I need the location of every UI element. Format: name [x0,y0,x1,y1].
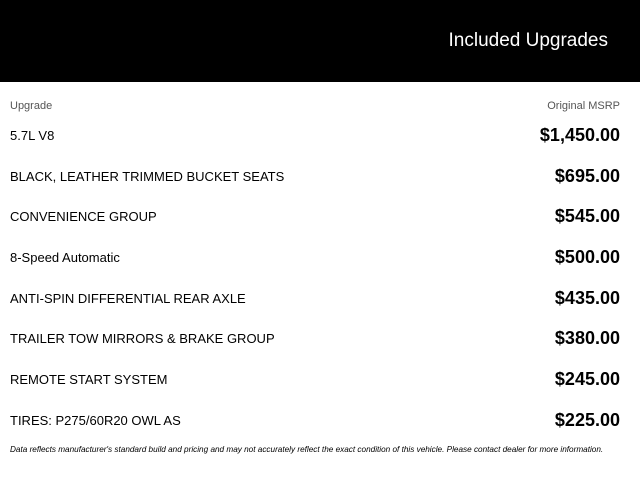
upgrade-price: $435.00 [554,287,620,308]
page-title: Included Upgrades [448,30,608,51]
column-header-msrp: Original MSRP [547,100,620,112]
upgrades-list [10,115,620,441]
upgrade-price: $225.00 [554,409,620,430]
header-bar [0,0,640,82]
upgrade-name: 5.7L V8 [10,128,55,143]
upgrade-price: $695.00 [554,165,620,186]
upgrade-name: TRAILER TOW MIRRORS & BRAKE GROUP [10,331,275,347]
upgrade-name: 8-Speed Automatic [10,250,120,266]
upgrade-price: $245.00 [554,369,620,390]
upgrade-name: TIRES: P275/60R20 OWL AS [10,412,181,428]
list-item [10,237,620,278]
upgrade-name: CONVENIENCE GROUP [10,209,157,225]
column-header-upgrade: Upgrade [10,100,53,112]
upgrade-price: $500.00 [554,247,620,268]
list-item [10,400,620,441]
list-item [10,318,620,359]
upgrade-name: REMOTE START SYSTEM [10,372,168,388]
upgrade-name: BLACK, LEATHER TRIMMED BUCKET SEATS [10,168,285,184]
column-headers [10,100,620,114]
upgrade-price: $545.00 [554,206,620,227]
disclaimer-text: Data reflects manufacturer's standard build and pricing and may not accurately reflect the exact condition of this vehicle. Please contact dealer for more information. [10,445,604,454]
list-item [10,196,620,237]
upgrade-price: $380.00 [554,328,620,349]
upgrade-name: ANTI-SPIN DIFFERENTIAL REAR AXLE [10,290,246,306]
list-item [10,115,620,156]
list-item [10,278,620,319]
list-item [10,359,620,400]
list-item [10,156,620,197]
upgrade-price: $1,450.00 [539,125,620,145]
